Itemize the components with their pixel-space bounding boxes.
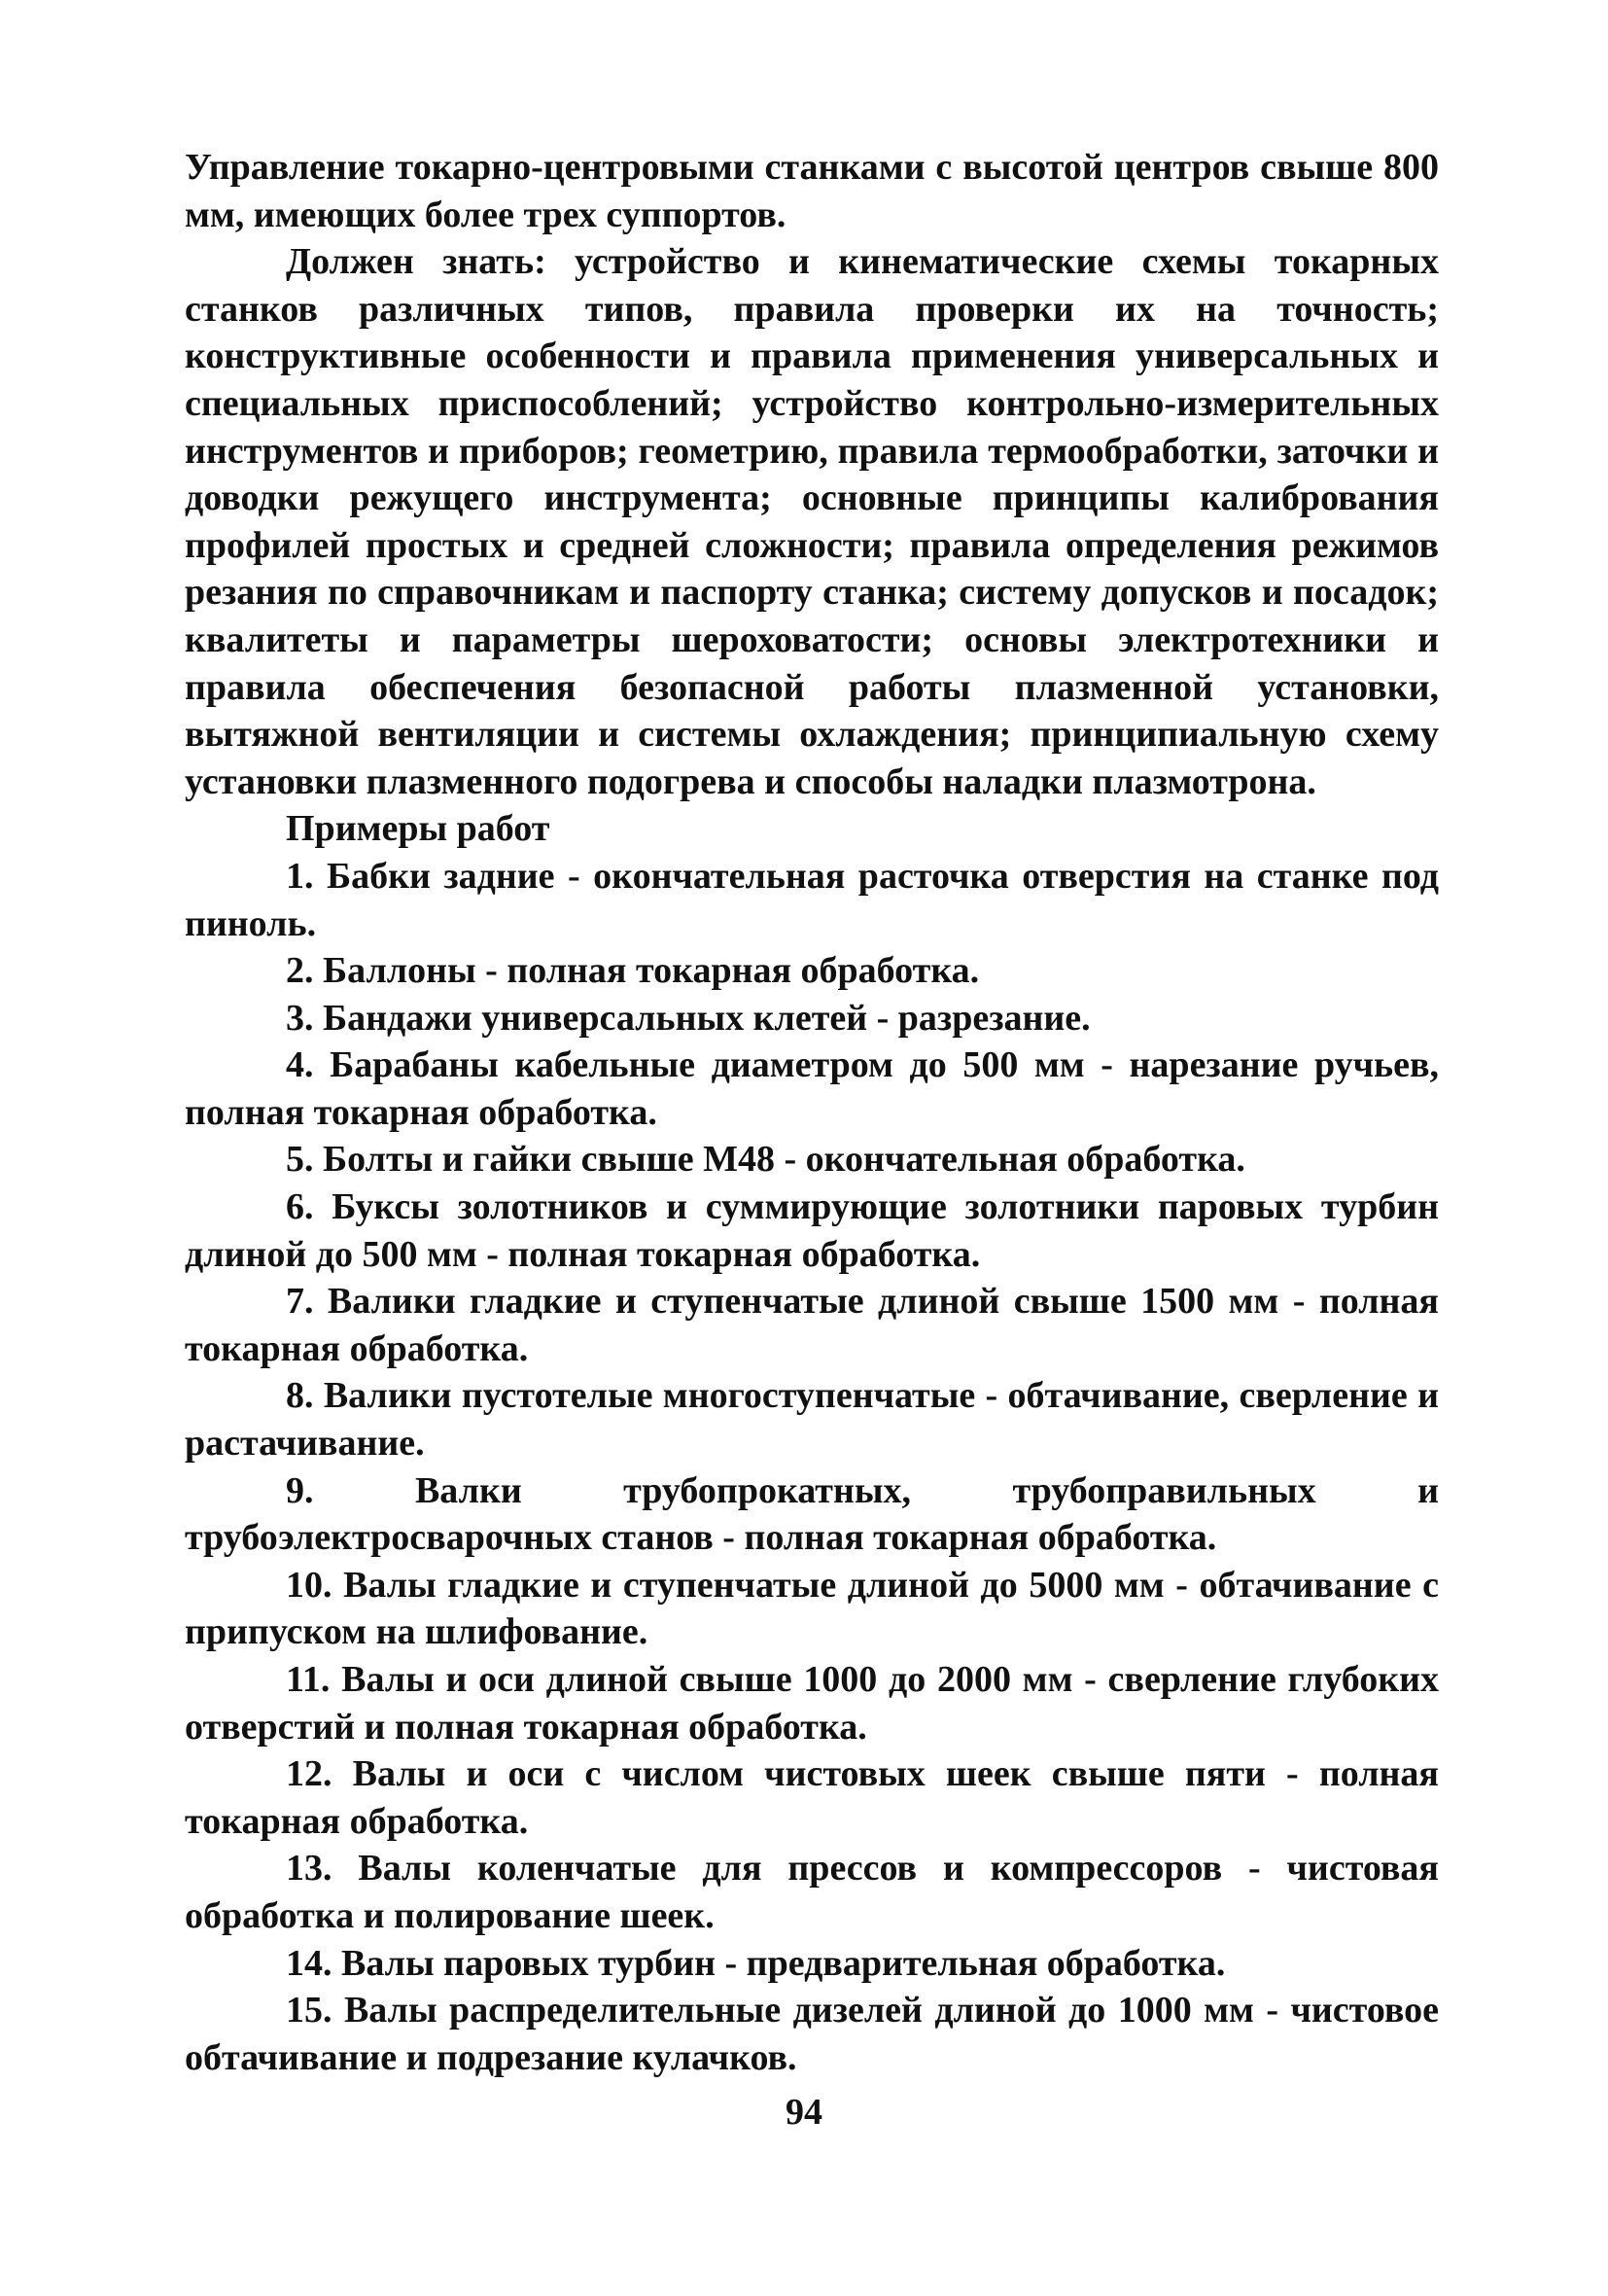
list-item: 2. Баллоны - полная токарная обработка. — [286, 950, 980, 992]
examples-list — [185, 853, 1439, 2081]
list-item: 13. Валы коленчатые для прессов и компрессоров - чистовая обработка и полирование шеек. — [185, 1848, 1439, 1936]
list-item: 8. Валики пустотелые многоступенчатые - обтачивание, сверление и растачивание. — [185, 1375, 1439, 1465]
list-item: 1. Бабки задние - окончательная расточка отверстия на станке под пиноль. — [185, 855, 1439, 944]
must-know-paragraph — [185, 238, 1439, 805]
page-number: 94 — [786, 2092, 822, 2133]
list-item: 12. Валы и оси с числом чистовых шеек свыше пяти - полная токарная обработка. — [185, 1753, 1439, 1842]
examples-heading: Примеры работ — [286, 808, 550, 850]
must-know-lead: Должен знать — [286, 241, 535, 283]
list-item: 9. Валки трубопрокатных, трубоправильных и трубоэлектросварочных станов - полная токарная обработка. — [185, 1469, 1439, 1559]
list-item: 11. Валы и оси длиной свыше 1000 до 2000 мм - сверление глубоких отверстий и полная токарная обработка. — [185, 1659, 1439, 1748]
list-item: 4. Барабаны кабельные диаметром до 500 мм - нарезание ручьев, полная токарная обработка. — [185, 1044, 1439, 1133]
document-body — [185, 144, 1439, 2081]
must-know-text: : устройство и кинематические схемы токарных станков различных типов, правила проверки их на точность; конструктивные особенности и правила применения универсальных и специальных приспособлений; устройство контрольно-измерительных инструментов и приборов; геометрию, правила термообработки, заточки и доводки режущего инструмента; основные принципы калибрования профилей простых и средней сложности; правила определения режимов резания по справочникам и паспорту станка; систему допусков и посадок; квалитеты и параметры шероховатости; основы электротехники и правила обеспечения безопасной работы плазменной установки, вытяжной вентиляции и системы охлаждения; принципиальную схему установки плазменного подогрева и способы наладки плазмотрона. — [185, 241, 1439, 802]
list-item: 3. Бандажи универсальных клетей - разрезание. — [286, 997, 1091, 1039]
list-item: 14. Валы паровых турбин - предварительная обработка. — [286, 1942, 1226, 1984]
list-item: 15. Валы распределительные дизелей длиной до 1000 мм - чистовое обтачивание и подрезание кулачков. — [185, 1990, 1439, 2078]
list-item: 7. Валики гладкие и ступенчатые длиной свыше 1500 мм - полная токарная обработка. — [185, 1281, 1439, 1369]
list-item: 6. Буксы золотников и суммирующие золотники паровых турбин длиной до 500 мм - полная токарная обработка. — [185, 1186, 1439, 1275]
list-item: 5. Болты и гайки свыше М48 - окончательная обработка. — [286, 1139, 1245, 1181]
intro-paragraph: Управление токарно-центровыми станками с высотой центров свыше 800 мм, имеющих более трех суппортов. — [185, 147, 1439, 235]
list-item: 10. Валы гладкие и ступенчатые длиной до 5000 мм - обтачивание с припуском на шлифование. — [185, 1564, 1439, 1653]
